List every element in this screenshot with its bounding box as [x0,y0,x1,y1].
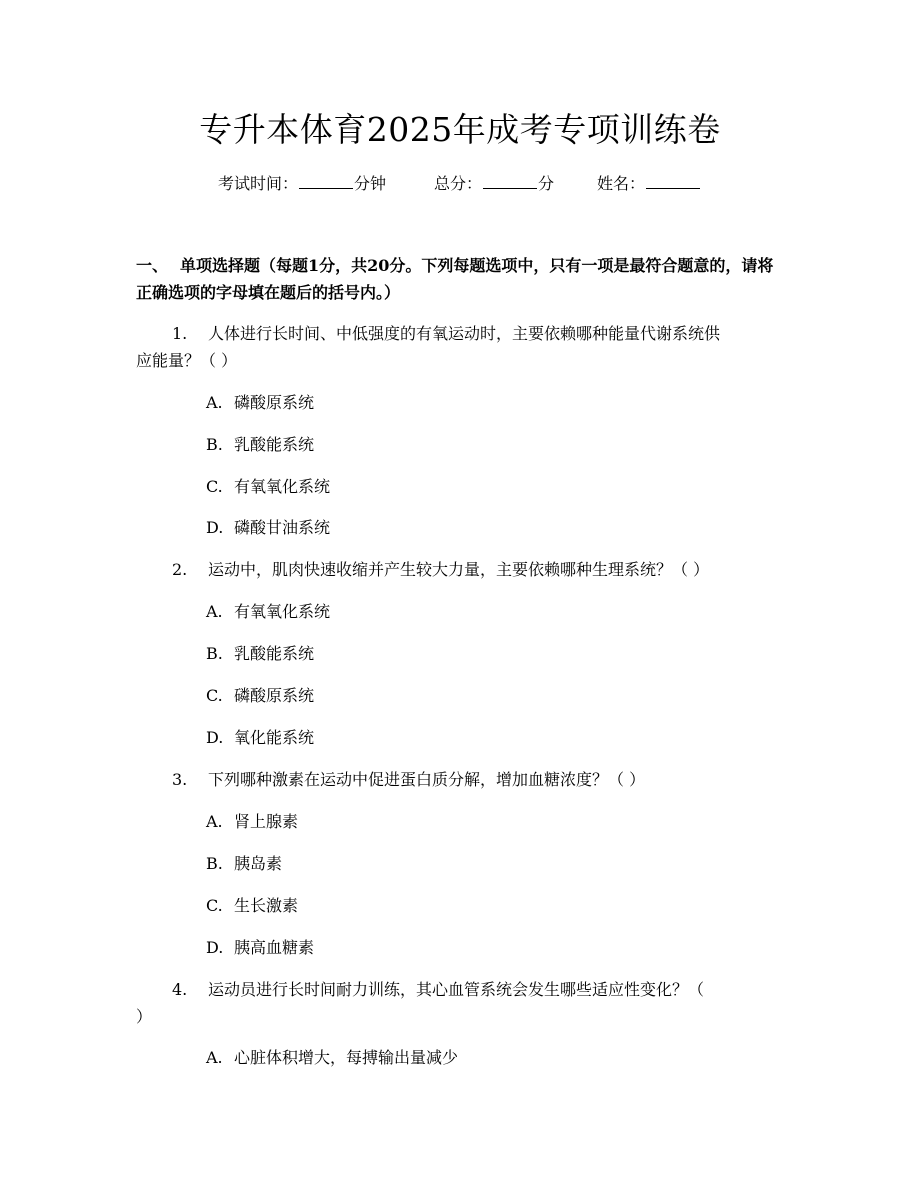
name-field [597,172,701,196]
option-item [206,892,298,919]
exam-time-field [218,172,386,196]
option-item [206,389,314,416]
option-letter: B. [206,854,223,873]
total-score-label: 总分： [434,174,483,193]
section-number: 一、 [136,256,169,275]
option-text: 生长激素 [234,896,299,915]
option-text: 心脏体积增大，每搏输出量减少 [234,1048,459,1067]
option-text: 乳酸能系统 [234,435,315,454]
option-item [206,808,298,835]
option-letter: D. [206,938,224,957]
name-label: 姓名： [597,174,646,193]
option-text: 有氧氧化系统 [234,477,331,496]
exam-time-blank[interactable] [299,172,353,189]
option-letter: B. [206,644,223,663]
option-letter: A. [206,602,223,621]
option-letter: D. [206,518,224,537]
option-item [206,682,314,709]
option-item [206,473,330,500]
option-item [206,850,282,877]
question-number: 1. [172,324,188,343]
option-item [206,934,314,961]
question-text-line: ） [136,1007,153,1026]
question-text-line: 运动员进行长时间耐力训练，其心血管系统会发生哪些适应性变化？（ [208,980,705,999]
total-score-blank[interactable] [483,172,537,189]
question-text-line: 人体进行长时间、中低强度的有氧运动时，主要依赖哪种能量代谢系统供 [208,324,721,343]
option-text: 磷酸原系统 [234,686,315,705]
question-text-line: 应能量？（ ） [136,351,238,370]
option-text: 肾上腺素 [234,812,299,831]
option-item [206,431,314,458]
option-text: 胰岛素 [234,854,283,873]
name-blank[interactable] [646,172,700,189]
question-text-line: 下列哪种激素在运动中促进蛋白质分解，增加血糖浓度？（ ） [208,770,646,789]
option-text: 磷酸甘油系统 [234,518,331,537]
option-item [206,724,314,751]
option-item [206,514,330,541]
total-score-field [434,172,554,196]
option-text: 乳酸能系统 [234,644,315,663]
section-heading [136,252,786,306]
option-letter: C. [206,686,223,705]
exam-time-label: 考试时间： [218,174,299,193]
section-heading-text: 单项选择题（每题1分，共20分。下列每题选项中，只有一项是最符合题意的，请将正确选项的字母填在题后的括号内。） [136,256,774,302]
exam-meta-line [0,172,920,196]
option-text: 胰高血糖素 [234,938,315,957]
option-letter: A. [206,1048,223,1067]
option-letter: A. [206,812,223,831]
question-number: 2. [172,560,188,579]
page-title: 专升本体育2025年成考专项训练卷 [199,110,721,149]
option-letter: D. [206,728,224,747]
option-letter: A. [206,393,223,412]
option-text: 氧化能系统 [234,728,315,747]
question-number: 4. [172,980,188,999]
option-item [206,598,330,625]
question-number: 3. [172,770,188,789]
option-letter: C. [206,477,223,496]
option-letter: C. [206,896,223,915]
option-letter: B. [206,435,223,454]
option-item [206,1044,458,1071]
option-item [206,640,314,667]
option-text: 磷酸原系统 [234,393,315,412]
option-text: 有氧氧化系统 [234,602,331,621]
exam-time-unit: 分钟 [354,174,387,193]
question-text-line: 运动中，肌肉快速收缩并产生较大力量，主要依赖哪种生理系统？（ ） [208,560,710,579]
total-score-unit: 分 [538,174,555,193]
